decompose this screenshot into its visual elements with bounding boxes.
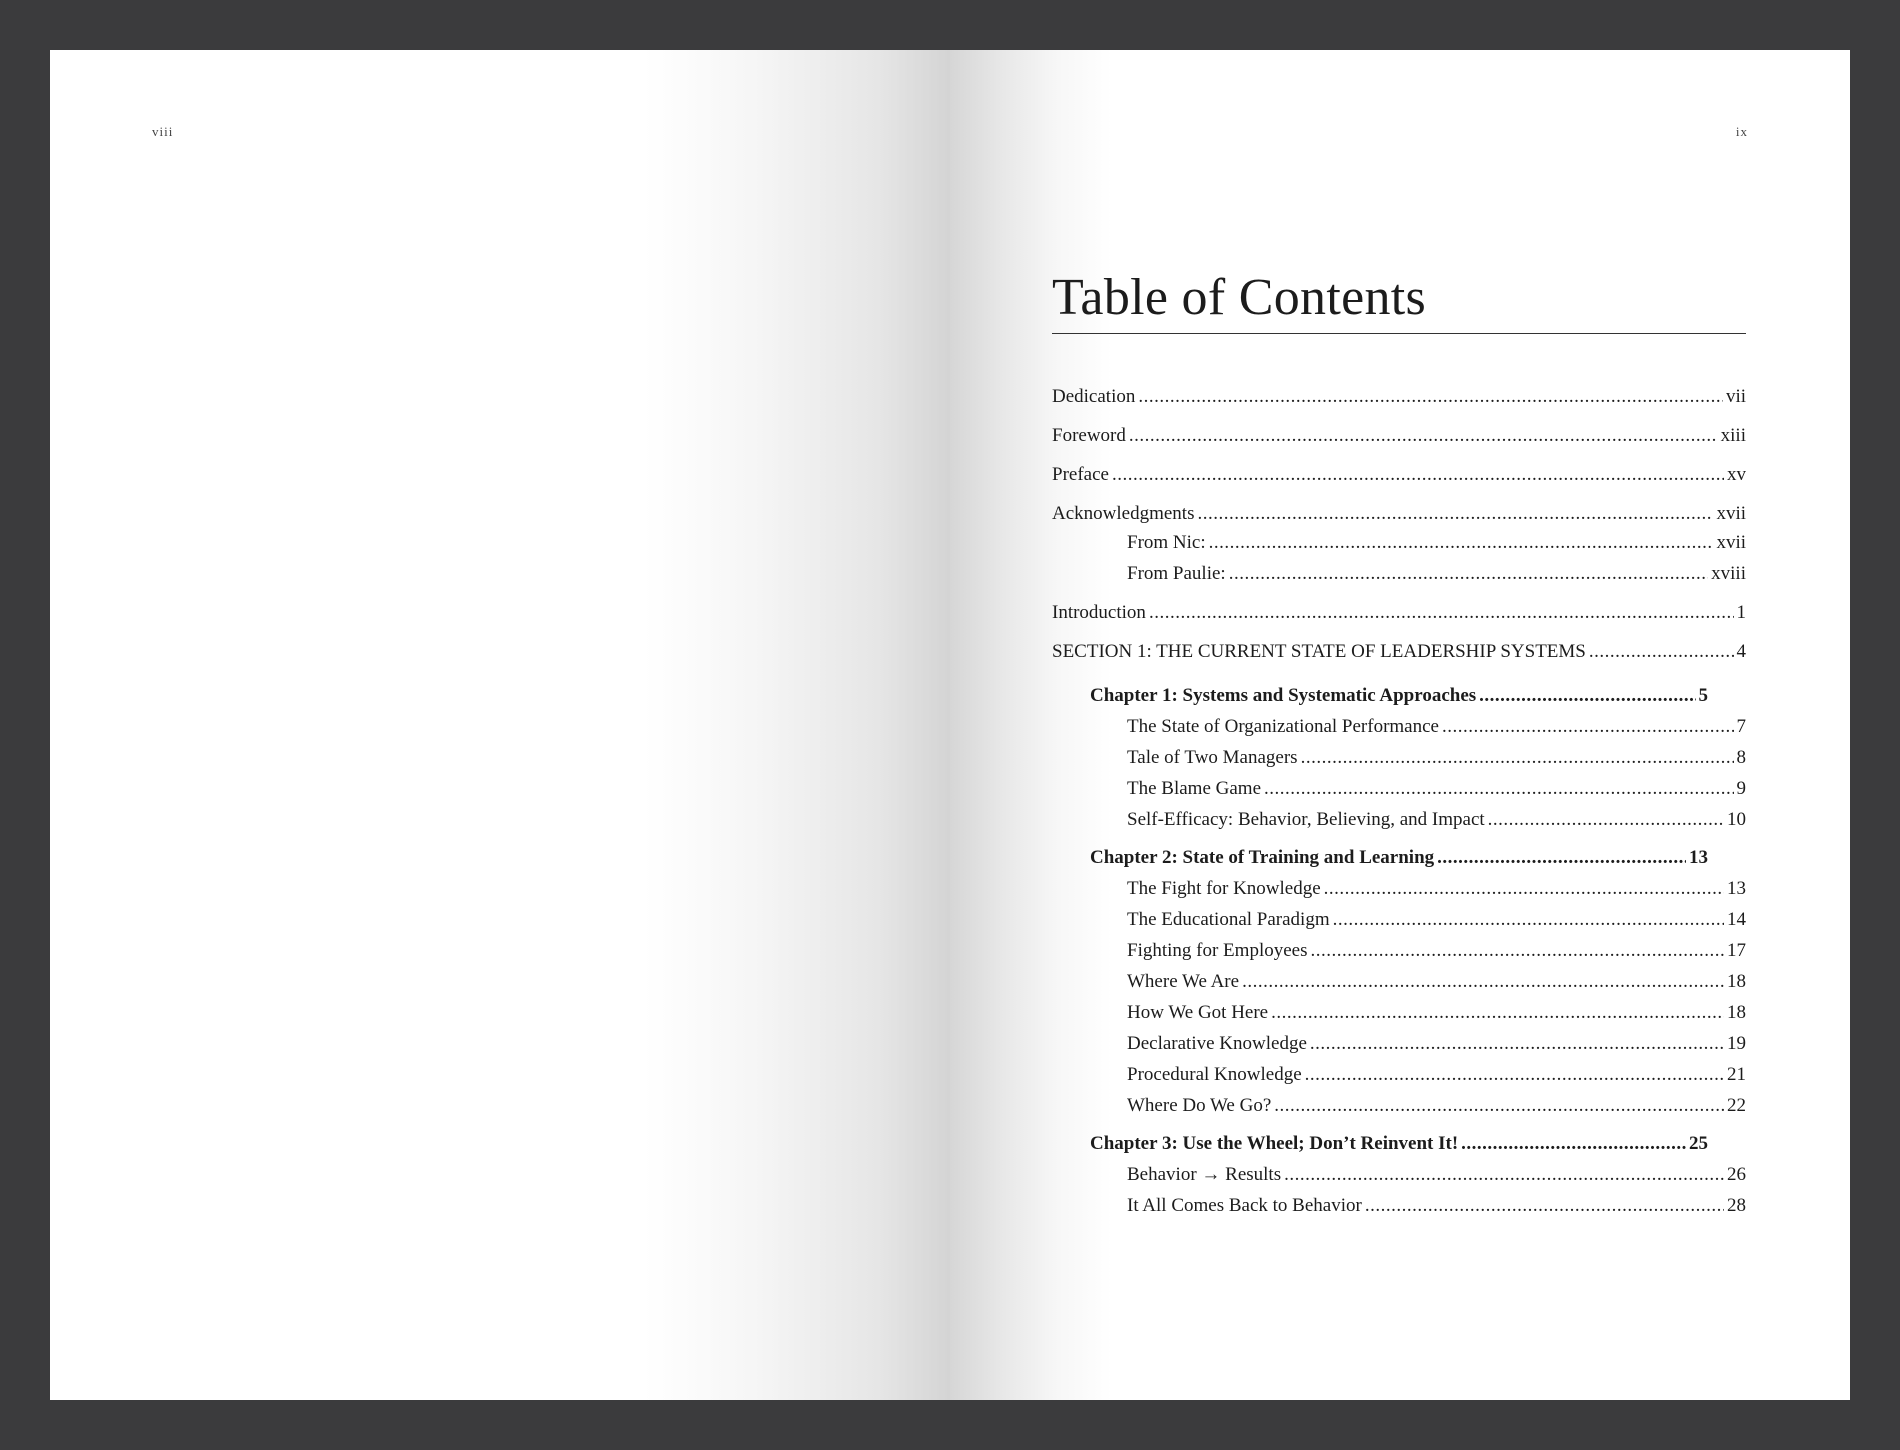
dot-leader	[1365, 1195, 1724, 1217]
toc-entry-label: The Blame Game	[1127, 778, 1262, 799]
toc-entry-page: 7	[1736, 716, 1746, 737]
toc-subentry[interactable]	[1052, 940, 1746, 962]
toc-entry-label: The State of Organizational Performance	[1127, 716, 1439, 737]
toc-entry-label: How We Got Here	[1127, 1002, 1269, 1023]
toc-subentry[interactable]	[1052, 778, 1746, 800]
toc-entry-label: Procedural Knowledge	[1127, 1064, 1302, 1085]
toc-entry[interactable]	[1052, 464, 1746, 486]
toc-entry-label: The Fight for Knowledge	[1127, 878, 1321, 899]
dot-leader	[1271, 1002, 1724, 1024]
toc-entry-page: 28	[1727, 1195, 1746, 1216]
toc-subentry[interactable]	[1052, 1095, 1746, 1117]
right-page	[950, 50, 1850, 1400]
toc-entry-label: From Nic:	[1127, 532, 1206, 553]
toc-subentry[interactable]	[1052, 878, 1746, 900]
toc-entries	[1052, 386, 1746, 1217]
toc-entry-page: 26	[1727, 1164, 1746, 1185]
dot-leader	[1589, 641, 1734, 663]
dot-leader	[1274, 1095, 1724, 1117]
toc-entry-label: Behavior → Results	[1127, 1164, 1282, 1185]
toc-subentry[interactable]	[1052, 1195, 1746, 1217]
toc-entry-page: 19	[1727, 1033, 1746, 1054]
toc-entry-page: xvii	[1716, 532, 1746, 553]
dot-leader	[1461, 1133, 1686, 1155]
dot-leader	[1229, 563, 1708, 585]
toc-entry[interactable]	[1052, 602, 1746, 624]
toc-chapter[interactable]	[1052, 1133, 1708, 1155]
toc-entry-label: Dedication	[1052, 386, 1136, 407]
toc-entry-page: 9	[1736, 778, 1746, 799]
toc-entry-page: 18	[1727, 971, 1746, 992]
dot-leader	[1437, 847, 1686, 869]
dot-leader	[1305, 1064, 1724, 1086]
toc-entry-page: 25	[1689, 1133, 1708, 1154]
toc-entry-label: Chapter 2: State of Training and Learning	[1090, 847, 1435, 868]
toc-entry-label: The Educational Paradigm	[1127, 909, 1330, 930]
toc-subentry[interactable]	[1052, 716, 1746, 738]
toc-entry[interactable]	[1052, 386, 1746, 408]
dot-leader	[1264, 778, 1733, 800]
toc-entry-label: Chapter 3: Use the Wheel; Don’t Reinvent It!	[1090, 1133, 1459, 1154]
toc-entry-page: 13	[1727, 878, 1746, 899]
toc-entry-label: Self-Efficacy: Behavior, Believing, and Impact	[1127, 809, 1485, 830]
toc-entry-label: Foreword	[1052, 425, 1126, 446]
toc-section-heading[interactable]	[1052, 641, 1746, 663]
toc-subentry[interactable]	[1052, 563, 1746, 585]
toc-entry-page: xviii	[1711, 563, 1746, 584]
dot-leader	[1197, 503, 1713, 525]
dot-leader	[1209, 532, 1714, 554]
toc-entry[interactable]	[1052, 503, 1746, 525]
toc-entry-label: SECTION 1: THE CURRENT STATE OF LEADERSHIP SYSTEMS	[1052, 641, 1586, 662]
toc-entry-label: Fighting for Employees	[1127, 940, 1308, 961]
toc-entry-page: 22	[1727, 1095, 1746, 1116]
toc-entry-page: xvii	[1716, 503, 1746, 524]
toc-title: Table of Contents	[1052, 268, 1746, 334]
toc-entry-page: 4	[1736, 641, 1746, 662]
page-number-left: viii	[152, 124, 174, 139]
toc-chapter[interactable]	[1052, 847, 1708, 869]
toc-entry-page: 14	[1727, 909, 1746, 930]
book-spread	[50, 50, 1850, 1400]
toc-entry-page: 10	[1727, 809, 1746, 830]
toc-subentry[interactable]	[1052, 1064, 1746, 1086]
toc-entry-label: Tale of Two Managers	[1127, 747, 1298, 768]
dot-leader	[1242, 971, 1724, 993]
dot-leader	[1301, 747, 1734, 769]
dot-leader	[1488, 809, 1724, 831]
dot-leader	[1138, 386, 1723, 408]
dot-leader	[1129, 425, 1718, 447]
dot-leader	[1112, 464, 1724, 486]
left-page	[50, 50, 950, 1400]
toc-entry-page: vii	[1725, 386, 1746, 407]
toc-entry-label: Chapter 1: Systems and Systematic Approaches	[1090, 685, 1477, 706]
toc-subentry[interactable]	[1052, 809, 1746, 831]
toc-entry[interactable]	[1052, 425, 1746, 447]
toc-entry-page: xv	[1727, 464, 1746, 485]
toc-entry-page: xiii	[1720, 425, 1746, 446]
toc-entry-page: 17	[1727, 940, 1746, 961]
table-of-contents	[1052, 268, 1746, 1226]
toc-entry-label: Preface	[1052, 464, 1109, 485]
toc-entry-label: Where We Are	[1127, 971, 1240, 992]
dot-leader	[1310, 1033, 1724, 1055]
toc-entry-page: 1	[1736, 602, 1746, 623]
dot-leader	[1324, 878, 1724, 900]
toc-subentry[interactable]	[1052, 1002, 1746, 1024]
dot-leader	[1442, 716, 1734, 738]
toc-entry-label: Where Do We Go?	[1127, 1095, 1272, 1116]
dot-leader	[1310, 940, 1724, 962]
toc-entry-page: 18	[1727, 1002, 1746, 1023]
toc-subentry[interactable]	[1052, 532, 1746, 554]
toc-subentry[interactable]	[1052, 971, 1746, 993]
toc-entry-label: Introduction	[1052, 602, 1146, 623]
toc-entry-label: Declarative Knowledge	[1127, 1033, 1307, 1054]
toc-subentry[interactable]	[1052, 909, 1746, 931]
toc-entry-label: Acknowledgments	[1052, 503, 1195, 524]
toc-entry-page: 8	[1736, 747, 1746, 768]
page-number-right: ix	[1735, 124, 1748, 139]
dot-leader	[1333, 909, 1724, 931]
toc-entry-page: 13	[1689, 847, 1708, 868]
toc-entry-page: 21	[1727, 1064, 1746, 1085]
toc-subentry[interactable]	[1052, 747, 1746, 769]
dot-leader	[1149, 602, 1734, 624]
toc-chapter[interactable]	[1052, 685, 1708, 707]
toc-subentry[interactable]	[1052, 1033, 1746, 1055]
toc-entry-page: 5	[1698, 685, 1708, 706]
toc-entry-label: It All Comes Back to Behavior	[1127, 1195, 1362, 1216]
toc-subentry[interactable]	[1052, 1164, 1746, 1186]
toc-entry-label: From Paulie:	[1127, 563, 1226, 584]
dot-leader	[1284, 1164, 1724, 1186]
dot-leader	[1479, 685, 1695, 707]
